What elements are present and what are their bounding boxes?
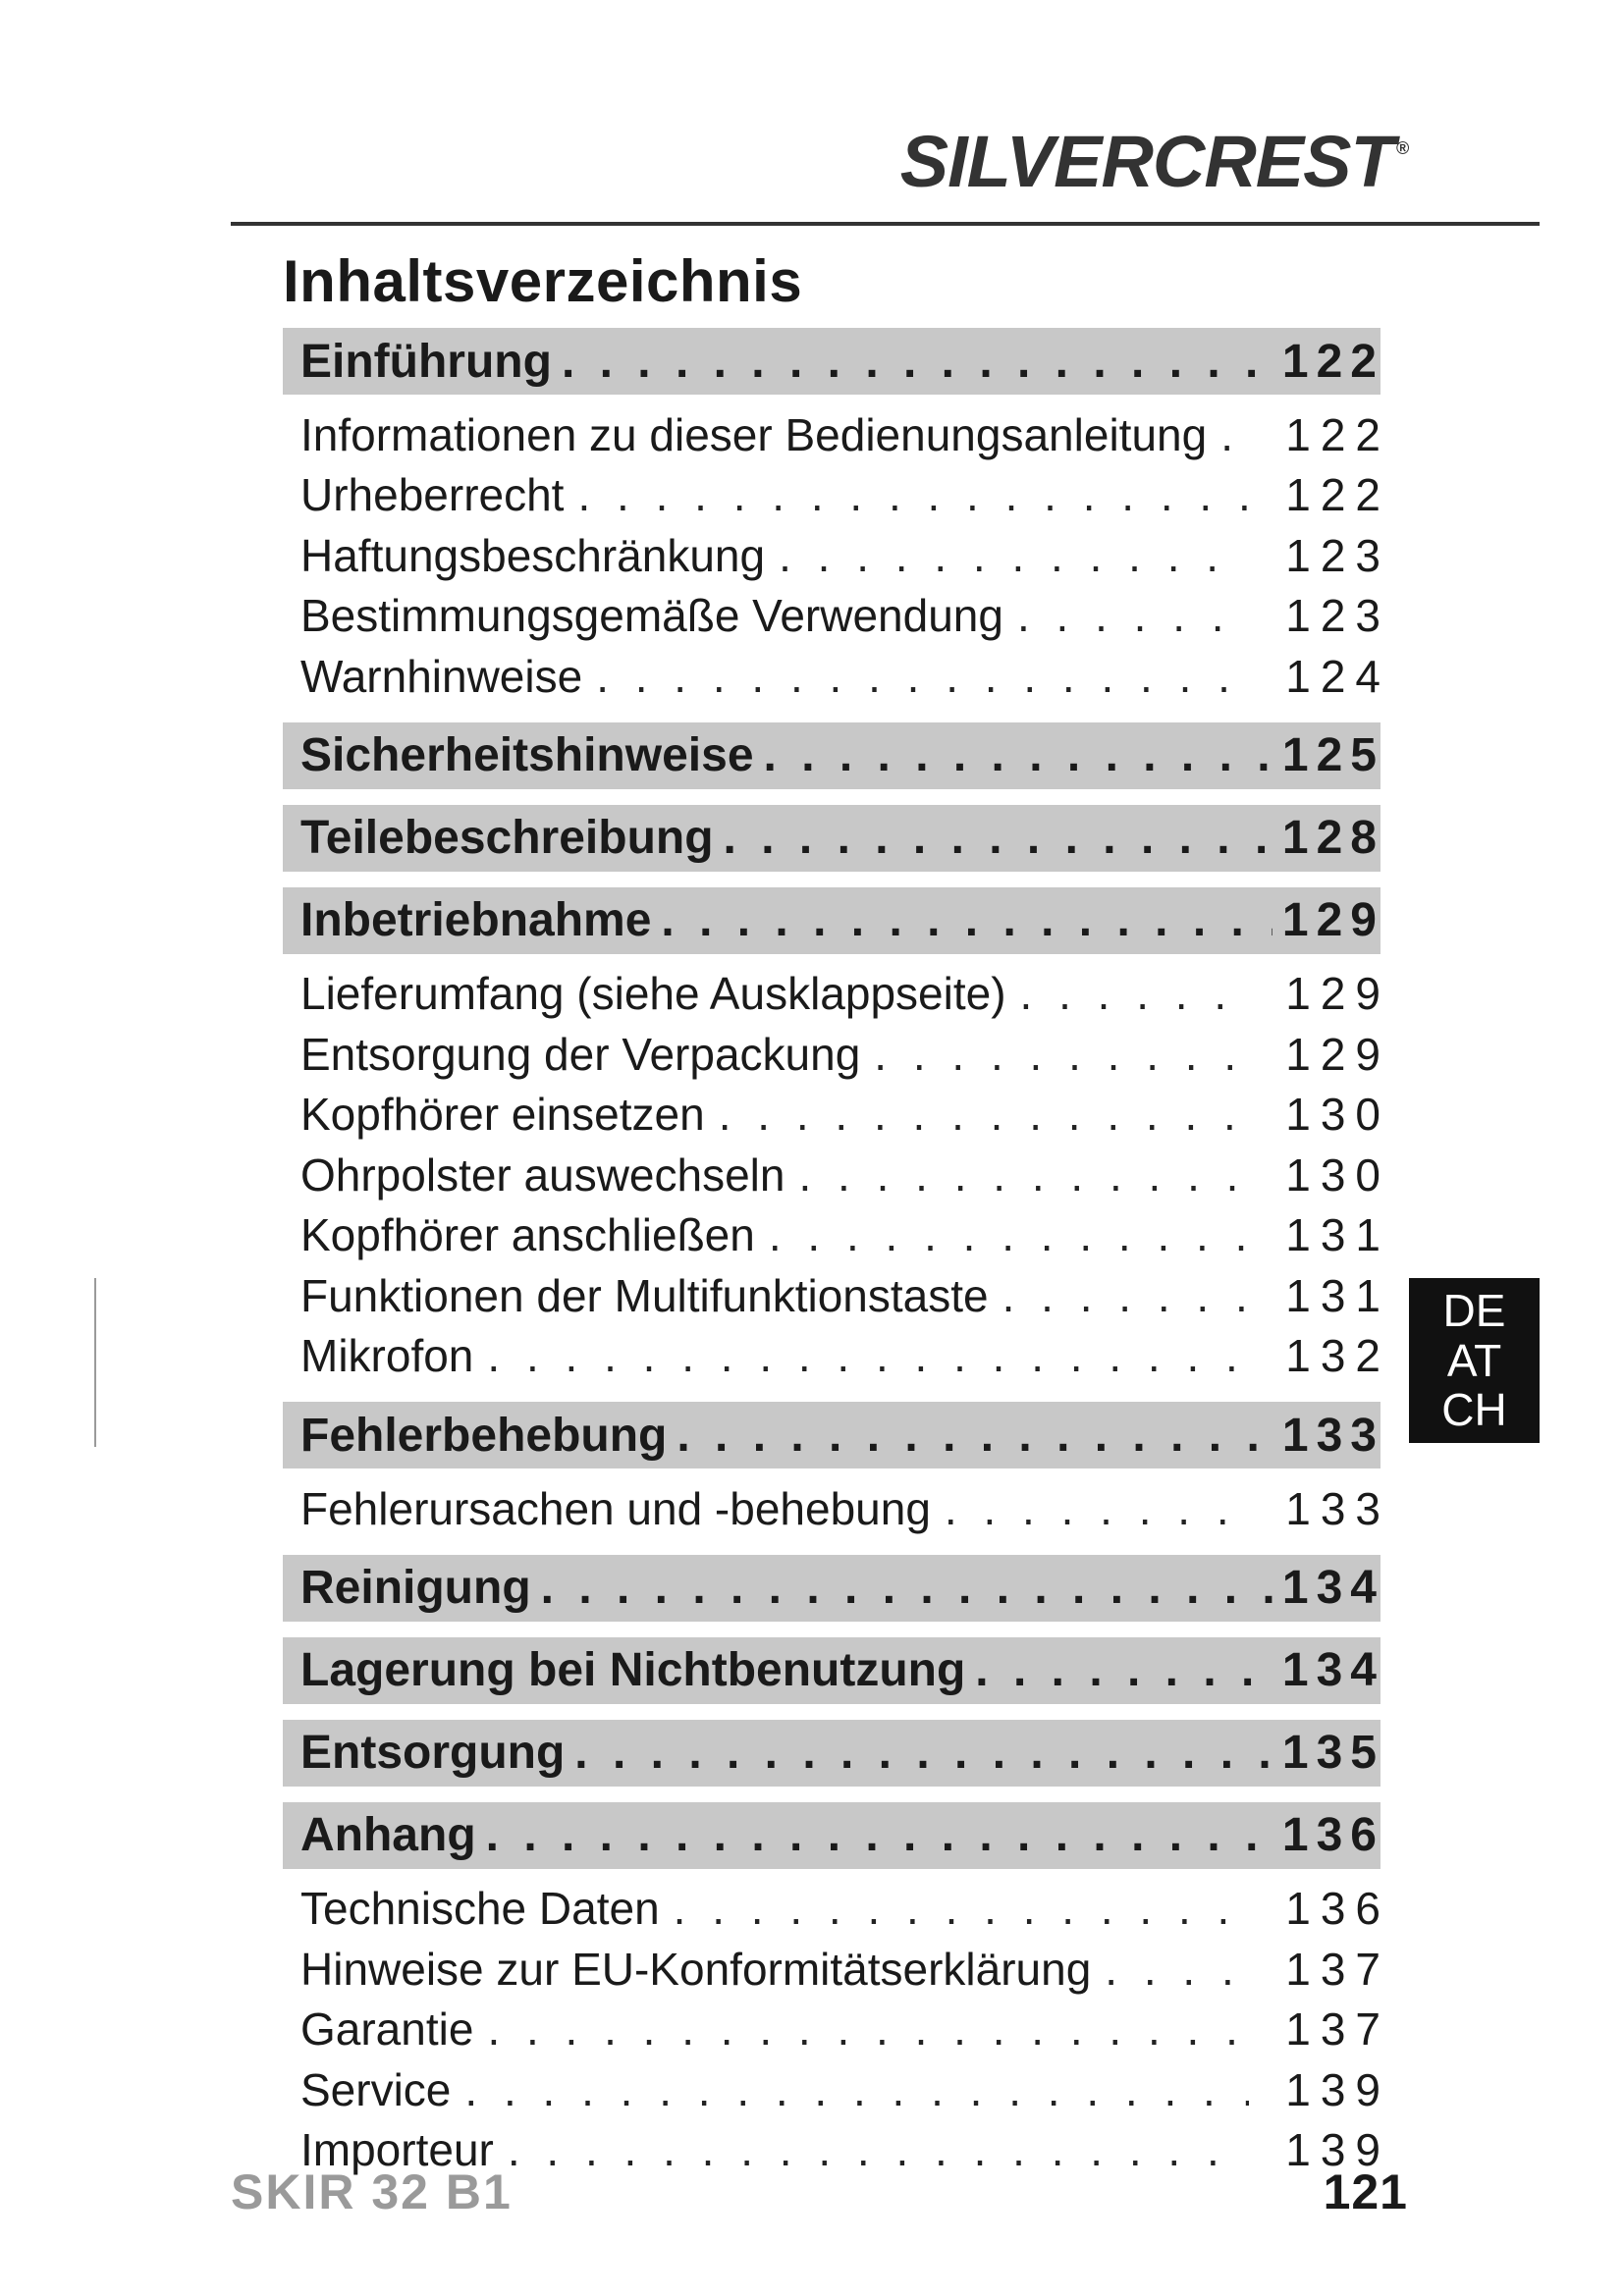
toc-entry-label: Bestimmungsgemäße Verwendung xyxy=(300,590,1003,642)
toc-entry-page: 123 xyxy=(1285,529,1390,581)
toc-entry-label: Garantie xyxy=(300,2003,474,2056)
toc-entry-label: Informationen zu dieser Bedienungsanleitung xyxy=(300,408,1208,460)
dot-leader xyxy=(779,529,1249,582)
toc-section-page: 133 xyxy=(1281,1409,1384,1462)
toc-section[interactable] xyxy=(283,722,1384,789)
toc-entry-list xyxy=(283,1869,1390,2181)
toc-entry[interactable] xyxy=(283,1478,1390,1539)
dot-leader xyxy=(577,468,1249,521)
toc-entry-page: 131 xyxy=(1285,1269,1390,1321)
table-of-contents xyxy=(283,328,1390,2180)
toc-entry[interactable] xyxy=(283,2000,1390,2060)
toc-section-label: Einführung xyxy=(300,335,552,388)
toc-section[interactable] xyxy=(283,1555,1384,1622)
toc-entry[interactable] xyxy=(283,1085,1390,1146)
toc-entry-page: 130 xyxy=(1285,1089,1390,1141)
toc-entry-list xyxy=(283,1468,1390,1539)
toc-section-page: 134 xyxy=(1281,1644,1384,1696)
toc-section-label: Anhang xyxy=(300,1809,476,1861)
margin-mark xyxy=(94,1278,96,1447)
toc-entry-label: Haftungsbeschränkung xyxy=(300,529,766,581)
toc-entry[interactable] xyxy=(283,1939,1390,2000)
toc-entry[interactable] xyxy=(283,404,1390,465)
toc-entry-page: 129 xyxy=(1285,968,1390,1020)
toc-section-label: Teilebeschreibung xyxy=(300,812,714,864)
dot-leader xyxy=(562,335,1272,389)
toc-entry-page: 139 xyxy=(1285,2124,1390,2176)
toc-entry[interactable] xyxy=(283,465,1390,526)
dot-leader xyxy=(769,1208,1249,1261)
language-tab xyxy=(1409,1278,1540,1443)
language-code-at: AT xyxy=(1446,1334,1502,1386)
toc-section-page: 129 xyxy=(1281,894,1384,946)
toc-entry[interactable] xyxy=(283,1879,1390,1940)
dot-leader xyxy=(1017,589,1249,642)
logo-text: SILVERCREST xyxy=(899,121,1394,202)
page-title: Inhaltsverzeichnis xyxy=(283,248,803,314)
dot-leader xyxy=(661,893,1272,947)
dot-leader xyxy=(798,1148,1249,1201)
toc-entry-label: Hinweise zur EU-Konformitätserklärung xyxy=(300,1943,1092,1995)
toc-entry-list xyxy=(283,395,1390,707)
dot-leader xyxy=(874,1028,1249,1081)
toc-section[interactable] xyxy=(283,1720,1384,1787)
dot-leader xyxy=(1105,1943,1249,1996)
language-code-ch: CH xyxy=(1441,1384,1507,1436)
toc-entry-label: Urheberrecht xyxy=(300,469,565,521)
dot-leader xyxy=(719,1088,1249,1141)
toc-entry[interactable] xyxy=(283,586,1390,647)
toc-entry[interactable] xyxy=(283,1024,1390,1085)
registered-mark: ® xyxy=(1395,138,1408,158)
toc-section[interactable] xyxy=(283,805,1384,872)
dot-leader xyxy=(508,2123,1249,2176)
dot-leader xyxy=(1020,967,1249,1020)
toc-entry-label: Kopfhörer einsetzen xyxy=(300,1089,705,1141)
toc-entry-label: Importeur xyxy=(300,2124,494,2176)
dot-leader xyxy=(945,1482,1249,1535)
toc-section-page: 136 xyxy=(1281,1809,1384,1861)
toc-section-label: Sicherheitshinweise xyxy=(300,729,754,781)
dot-leader xyxy=(1220,408,1249,461)
toc-section-label: Inbetriebnahme xyxy=(300,894,652,946)
toc-section-label: Lagerung bei Nichtbenutzung xyxy=(300,1644,966,1696)
toc-section-label: Entsorgung xyxy=(300,1727,566,1779)
toc-entry-page: 124 xyxy=(1285,650,1390,702)
dot-leader xyxy=(1002,1269,1249,1322)
toc-entry-page: 122 xyxy=(1285,469,1390,521)
toc-entry-label: Kopfhörer anschließen xyxy=(300,1209,755,1261)
toc-entry[interactable] xyxy=(283,1205,1390,1266)
header-rule xyxy=(231,222,1540,226)
dot-leader xyxy=(764,728,1272,782)
toc-entry-page: 129 xyxy=(1285,1028,1390,1080)
toc-section-page: 134 xyxy=(1281,1562,1384,1614)
footer-model-number: SKIR 32 B1 xyxy=(231,2164,513,2219)
toc-entry-page: 137 xyxy=(1285,1943,1390,1995)
toc-section[interactable] xyxy=(283,1402,1384,1468)
toc-entry-label: Technische Daten xyxy=(300,1883,660,1935)
dot-leader xyxy=(487,2002,1249,2056)
toc-section-label: Reinigung xyxy=(300,1562,531,1614)
dot-leader xyxy=(486,1808,1272,1862)
toc-entry-page: 139 xyxy=(1285,2063,1390,2115)
toc-section-label: Fehlerbehebung xyxy=(300,1409,668,1462)
footer-page-number: 121 xyxy=(1323,2164,1408,2219)
toc-entry-page: 132 xyxy=(1285,1330,1390,1382)
toc-section[interactable] xyxy=(283,328,1384,395)
toc-entry-page: 137 xyxy=(1285,2003,1390,2056)
dot-leader xyxy=(677,1409,1272,1463)
dot-leader xyxy=(574,1726,1272,1780)
dot-leader xyxy=(674,1882,1249,1935)
dot-leader xyxy=(464,2063,1249,2116)
silvercrest-logo xyxy=(899,121,1408,202)
toc-entry-page: 131 xyxy=(1285,1209,1390,1261)
toc-entry[interactable] xyxy=(283,646,1390,707)
toc-entry[interactable] xyxy=(283,2059,1390,2120)
toc-entry-label: Lieferumfang (siehe Ausklappseite) xyxy=(300,968,1006,1020)
language-code-de: DE xyxy=(1442,1285,1506,1337)
toc-section[interactable] xyxy=(283,887,1384,954)
toc-entry[interactable] xyxy=(283,964,1390,1025)
toc-entry-page: 130 xyxy=(1285,1148,1390,1201)
toc-entry-label: Ohrpolster auswechseln xyxy=(300,1148,785,1201)
toc-entry[interactable] xyxy=(283,1326,1390,1387)
toc-entry-label: Warnhinweise xyxy=(300,650,583,702)
toc-entry-list xyxy=(283,954,1390,1387)
toc-section[interactable] xyxy=(283,1637,1384,1704)
toc-entry-label: Service xyxy=(300,2063,452,2115)
toc-section-page: 122 xyxy=(1281,335,1384,388)
toc-entry-label: Entsorgung der Verpackung xyxy=(300,1028,861,1080)
dot-leader xyxy=(975,1643,1272,1697)
dot-leader xyxy=(596,650,1249,703)
toc-section-page: 125 xyxy=(1281,729,1384,781)
dot-leader xyxy=(724,811,1272,865)
toc-section[interactable] xyxy=(283,1802,1384,1869)
toc-section-page: 128 xyxy=(1281,812,1384,864)
toc-entry-page: 136 xyxy=(1285,1883,1390,1935)
toc-entry-page: 122 xyxy=(1285,408,1390,460)
dot-leader xyxy=(487,1329,1249,1382)
toc-entry[interactable] xyxy=(283,1265,1390,1326)
toc-entry[interactable] xyxy=(283,525,1390,586)
toc-entry-page: 123 xyxy=(1285,590,1390,642)
toc-entry-label: Funktionen der Multifunktionstaste xyxy=(300,1269,989,1321)
toc-entry-label: Fehlerursachen und -behebung xyxy=(300,1482,931,1534)
toc-section-page: 135 xyxy=(1281,1727,1384,1779)
toc-entry[interactable] xyxy=(283,1145,1390,1205)
dot-leader xyxy=(541,1561,1272,1615)
toc-entry-label: Mikrofon xyxy=(300,1330,474,1382)
toc-entry-page: 133 xyxy=(1285,1482,1390,1534)
